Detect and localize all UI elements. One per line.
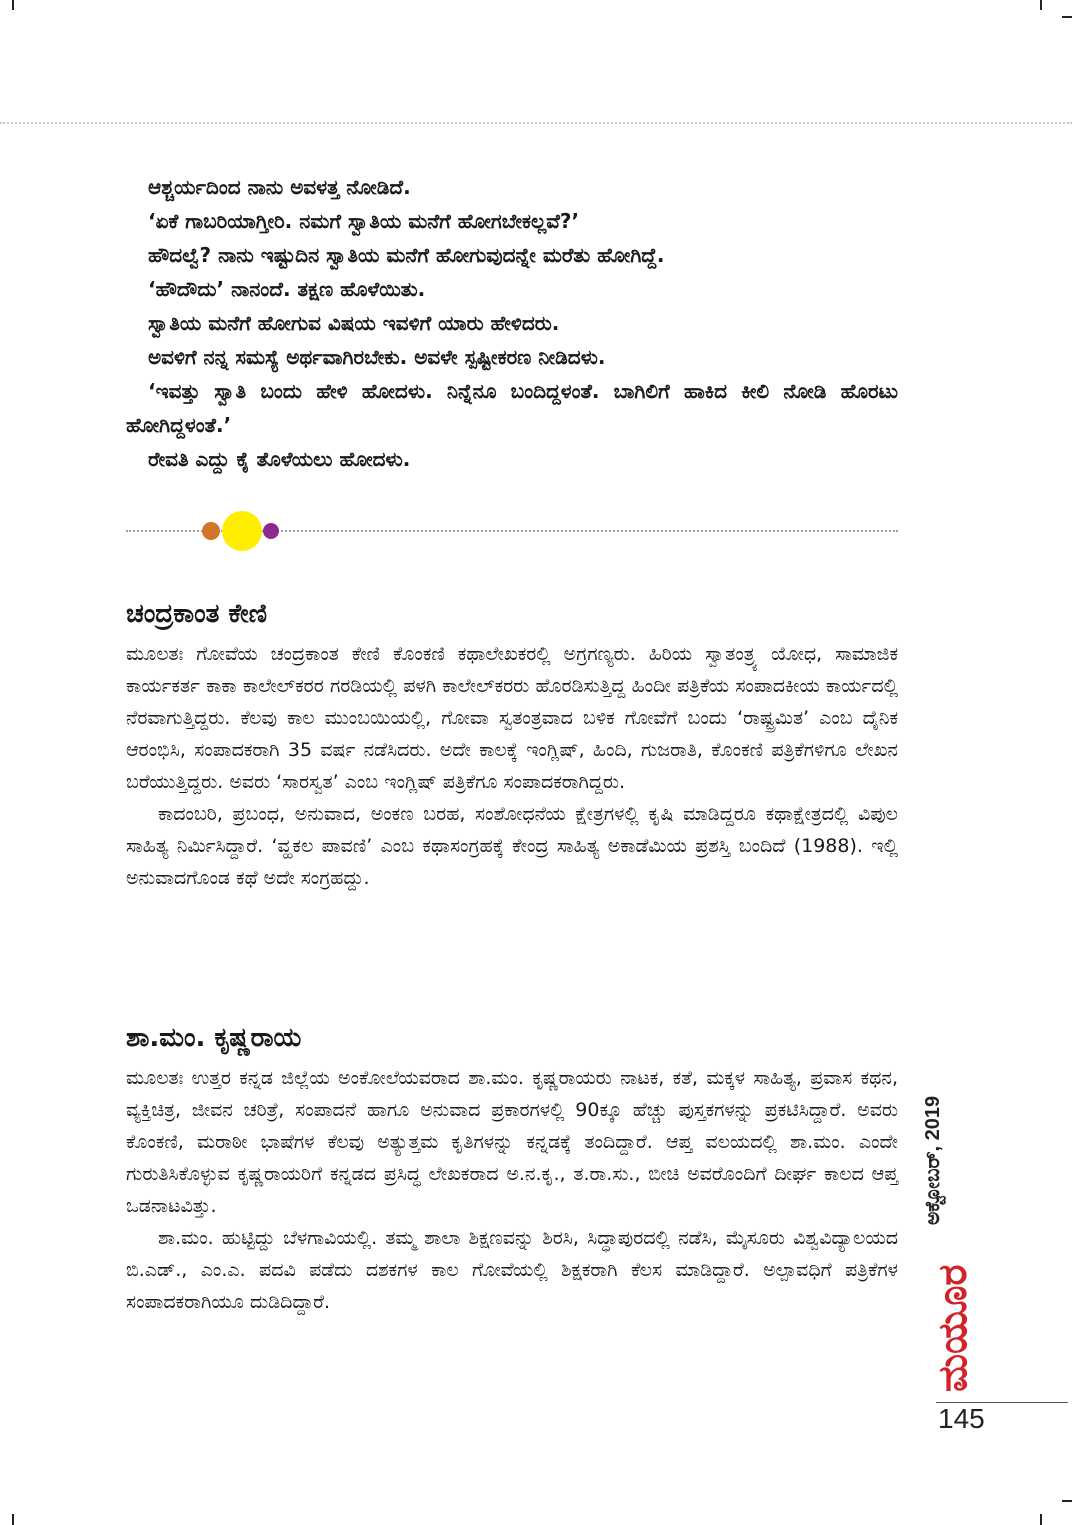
crop-mark-top-left [12, 0, 14, 10]
issue-date: ಅಕ್ಟೋಬರ್, 2019 [922, 1095, 944, 1225]
crop-mark-right-lower [1062, 1500, 1072, 1502]
section-divider [126, 510, 898, 550]
crop-mark-top-right [1040, 0, 1042, 10]
story-paragraph: ಆಶ್ಚರ್ಯದಿಂದ ನಾನು ಅವಳತ್ತ ನೋಡಿದೆ. [148, 175, 411, 199]
top-dotted-rule [0, 122, 1072, 124]
crop-mark-bottom-left [12, 1514, 14, 1525]
story-paragraph: ಹೌದಲ್ವೆ? ನಾನು ಇಷ್ಟುದಿನ ಸ್ವಾತಿಯ ಮನೆಗೆ ಹೋಗುವುದನ್ನೇ ಮರೆತು ಹೋಗಿದ್ದೆ. [148, 243, 665, 267]
page-number: 145 [938, 1403, 985, 1434]
story-paragraph: ಅವಳಿಗೆ ನನ್ನ ಸಮಸ್ಯೆ ಅರ್ಥವಾಗಿರಬೇಕು. ಅವಳೇ ಸ್ಪಷ್ಟೀಕರಣ ನೀಡಿದಳು. [148, 345, 606, 369]
story-paragraph: ‘ಏಕೆ ಗಾಬರಿಯಾಗ್ತೀರಿ. ನಮಗೆ ಸ್ವಾತಿಯ ಮನೆಗೆ ಹೋಗಬೇಕಲ್ಲವೆ?’ [148, 209, 580, 233]
bio-paragraph: ಶಾ.ಮಂ. ಹುಟ್ಟಿದ್ದು ಬೆಳಗಾವಿಯಲ್ಲಿ. ತಮ್ಮ ಶಾಲಾ ಶಿಕ್ಷಣವನ್ನು ಶಿರಸಿ, ಸಿದ್ಧಾಪುರದಲ್ಲಿ ನಡೆಸಿ, ಮೈಸೂರು ವಿಶ್ವವಿದ್ಯಾಲಯದ ಬಿ.ಎಡ್., ಎಂ.ಎ. ಪದವಿ ಪಡೆದು ದಶಕಗಳ ಕಾಲ ಗೋವೆಯಲ್ಲಿ ಶಿಕ್ಷಕರಾಗಿ ಕೆಲಸ ಮಾಡಿದ್ದಾರೆ. ಅಲ್ಪಾವಧಿಗೆ ಪತ್ರಿಕೆಗಳ ಸಂಪಾದಕರಾಗಿಯೂ ದುಡಿದಿದ್ದಾರೆ. [126, 1227, 898, 1313]
bio-paragraph: ಕಾದಂಬರಿ, ಪ್ರಬಂಧ, ಅನುವಾದ, ಅಂಕಣ ಬರಹ, ಸಂಶೋಧನೆಯ ಕ್ಷೇತ್ರಗಳಲ್ಲಿ ಕೃಷಿ ಮಾಡಿದ್ದರೂ ಕಥಾಕ್ಷೇತ್ರದಲ್ಲಿ ವಿಪುಲ ಸಾಹಿತ್ಯ ನಿರ್ಮಿಸಿದ್ದಾರೆ. ‘ವ್ಹಕಲ ಪಾವಣಿ’ ಎಂಬ ಕಥಾಸಂಗ್ರಹಕ್ಕೆ ಕೇಂದ್ರ ಸಾಹಿತ್ಯ ಅಕಾಡೆಮಿಯ ಪ್ರಶಸ್ತಿ ಬಂದಿದೆ (1988). ಇಲ್ಲಿ ಅನುವಾದಗೊಂಡ ಕಥೆ ಅದೇ ಸಂಗ್ರಹದ್ದು. [126, 803, 898, 889]
story-paragraph: ಸ್ವಾತಿಯ ಮನೆಗೆ ಹೋಗುವ ವಿಷಯ ಇವಳಿಗೆ ಯಾರು ಹೇಳಿದರು. [148, 311, 560, 335]
magazine-logo: ಮಯೂರ [930, 1264, 976, 1392]
author-bio-krishnaraya [126, 1020, 898, 1318]
author-name-heading: ಶಾ.ಮಂ. ಕೃಷ್ಣರಾಯ [126, 1023, 302, 1053]
crop-mark-right-upper [1062, 16, 1072, 18]
divider-dot-purple [263, 523, 279, 539]
divider-dot-orange [202, 522, 220, 540]
bio-paragraph: ಮೂಲತಃ ಗೋವೆಯ ಚಂದ್ರಕಾಂತ ಕೇಣಿ ಕೊಂಕಣಿ ಕಥಾಲೇಖಕರಲ್ಲಿ ಅಗ್ರಗಣ್ಯರು. ಹಿರಿಯ ಸ್ವಾತಂತ್ರ್ಯ ಯೋಧ, ಸಾಮಾಜಿಕ ಕಾರ್ಯಕರ್ತ ಕಾಕಾ ಕಾಲೇಲ್‌ಕರರ ಗರಡಿಯಲ್ಲಿ ಪಳಗಿ ಕಾಲೇಲ್‌ಕರರು ಹೊರಡಿಸುತ್ತಿದ್ದ ಹಿಂದೀ ಪತ್ರಿಕೆಯ ಸಂಪಾದಕೀಯ ಕಾರ್ಯದಲ್ಲಿ ನೆರವಾಗುತ್ತಿದ್ದರು. ಕೆಲವು ಕಾಲ ಮುಂಬಯಿಯಲ್ಲಿ, ಗೋವಾ ಸ್ವತಂತ್ರವಾದ ಬಳಿಕ ಗೋವೆಗೆ ಬಂದು ‘ರಾಷ್ಟ್ರಮಿತ’ ಎಂಬ ದೈನಿಕ ಆರಂಭಿಸಿ, ಸಂಪಾದಕರಾಗಿ 35 ವರ್ಷ ನಡೆಸಿದರು. ಅದೇ ಕಾಲಕ್ಕೆ ಇಂಗ್ಲಿಷ್, ಹಿಂದಿ, ಗುಜರಾತಿ, ಕೊಂಕಣಿ ಪತ್ರಿಕೆಗಳಿಗೂ ಲೇಖನ ಬರೆಯುತ್ತಿದ್ದರು. ಅವರು ‘ಸಾರಸ್ವತ’ ಎಂಬ ಇಂಗ್ಲಿಷ್ ಪತ್ರಿಕೆಗೂ ಸಂಪಾದಕರಾಗಿದ್ದರು. [126, 643, 898, 793]
issue-date-vertical [922, 1095, 962, 1265]
story-paragraph: ‘ಇವತ್ತು ಸ್ವಾತಿ ಬಂದು ಹೇಳಿ ಹೋದಳು. ನಿನ್ನೆನೂ ಬಂದಿದ್ದಳಂತೆ. ಬಾಗಿಲಿಗೆ ಹಾಕಿದ ಕೀಲಿ ನೋಡಿ ಹೊರಟು ಹೋಗಿದ್ದಳಂತೆ.’ [126, 379, 898, 437]
crop-mark-bottom-right [1040, 1514, 1042, 1525]
bio-paragraph: ಮೂಲತಃ ಉತ್ತರ ಕನ್ನಡ ಜಿಲ್ಲೆಯ ಅಂಕೋಲೆಯವರಾದ ಶಾ.ಮಂ. ಕೃಷ್ಣರಾಯರು ನಾಟಕ, ಕತೆ, ಮಕ್ಕಳ ಸಾಹಿತ್ಯ, ಪ್ರವಾಸ ಕಥನ, ವ್ಯಕ್ತಿಚಿತ್ರ, ಜೀವನ ಚರಿತ್ರೆ, ಸಂಪಾದನೆ ಹಾಗೂ ಅನುವಾದ ಪ್ರಕಾರಗಳಲ್ಲಿ 90ಕ್ಕೂ ಹೆಚ್ಚು ಪುಸ್ತಕಗಳನ್ನು ಪ್ರಕಟಿಸಿದ್ದಾರೆ. ಅವರು ಕೊಂಕಣಿ, ಮರಾಠೀ ಭಾಷೆಗಳ ಕೆಲವು ಅತ್ಯುತ್ತಮ ಕೃತಿಗಳನ್ನು ಕನ್ನಡಕ್ಕೆ ತಂದಿದ್ದಾರೆ. ಆಪ್ತ ವಲಯದಲ್ಲಿ ಶಾ.ಮಂ. ಎಂದೇ ಗುರುತಿಸಿಕೊಳ್ಳುವ ಕೃಷ್ಣರಾಯರಿಗೆ ಕನ್ನಡದ ಪ್ರಸಿದ್ಧ ಲೇಖಕರಾದ ಅ.ನ.ಕೃ., ತ.ರಾ.ಸು., ಬೀಚಿ ಅವರೊಂದಿಗೆ ದೀರ್ಘ ಕಾಲದ ಆಪ್ತ ಒಡನಾಟವಿತ್ತು. [126, 1067, 898, 1217]
divider-dot-yellow [222, 511, 262, 551]
story-paragraph: ರೇವತಿ ಎದ್ದು ಕೈ ತೊಳೆಯಲು ಹೋದಳು. [148, 447, 411, 471]
author-name-heading: ಚಂದ್ರಕಾಂತ ಕೇಣಿ [126, 599, 268, 629]
author-bio-kenii [126, 596, 898, 894]
story-paragraph: ‘ಹೌದೌದು’ ನಾನಂದೆ. ತಕ್ಷಣ ಹೊಳೆಯಿತು. [148, 277, 426, 301]
story-ending [126, 170, 898, 476]
